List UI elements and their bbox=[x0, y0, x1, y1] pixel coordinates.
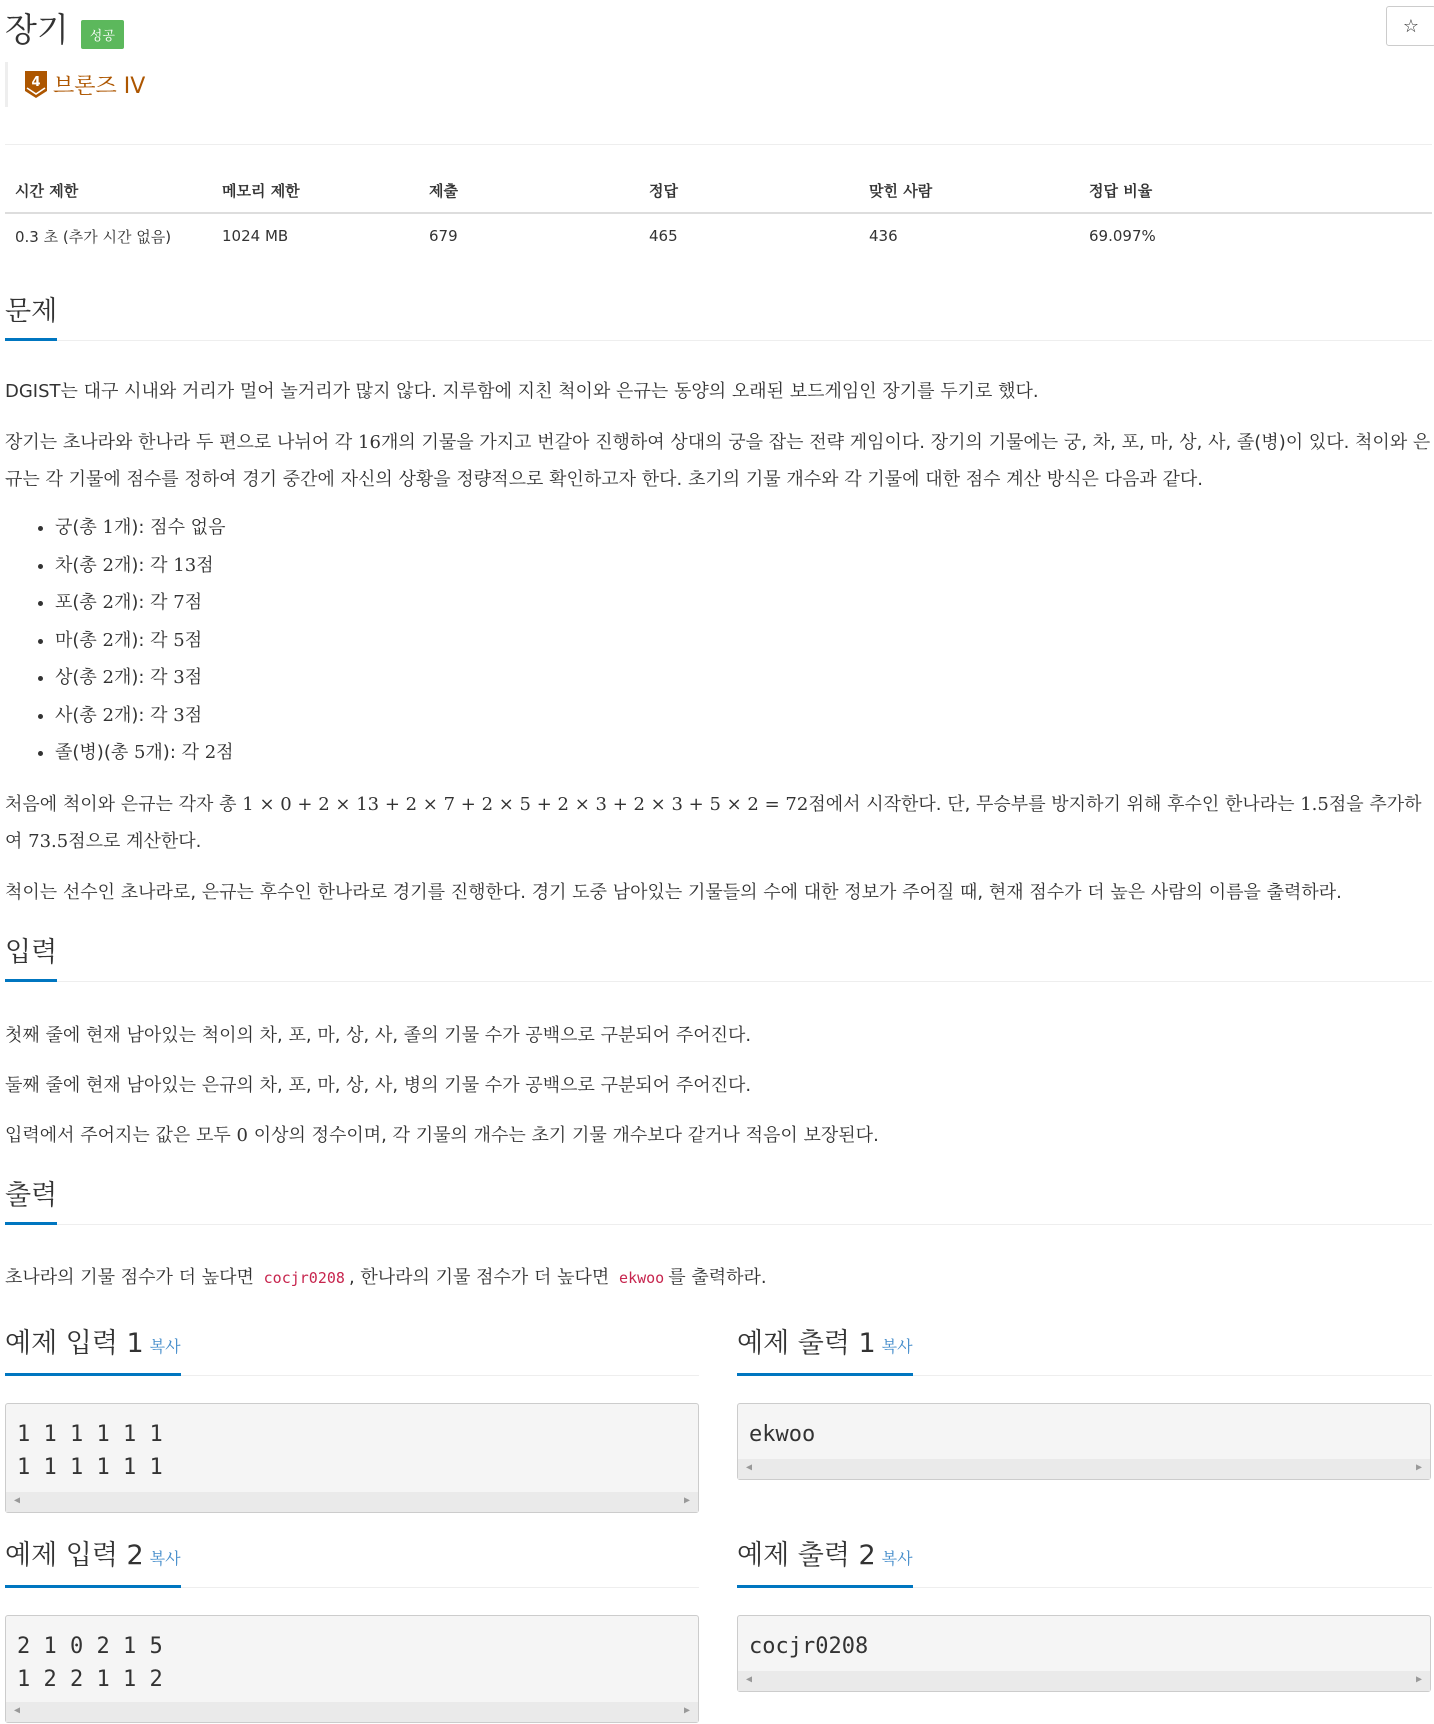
copy-sample-output-2-button[interactable]: 복사 bbox=[881, 1549, 913, 1568]
header-time-limit: 시간 제한 bbox=[5, 168, 212, 213]
header-accepted: 정답 bbox=[639, 168, 859, 213]
sample-output-2-header bbox=[737, 1538, 1432, 1588]
scroll-right-icon[interactable]: ▶ bbox=[1415, 1462, 1422, 1473]
tier-box bbox=[5, 62, 145, 107]
sample-output-2-box[interactable] bbox=[737, 1615, 1431, 1692]
header-submissions: 제출 bbox=[419, 168, 639, 213]
value-submissions[interactable]: 679 bbox=[429, 227, 458, 245]
horizontal-scrollbar[interactable] bbox=[6, 1492, 698, 1512]
output-section-header bbox=[5, 1178, 1432, 1225]
list-item: • 궁(총 1개): 점수 없음 bbox=[55, 509, 234, 547]
info-value-row bbox=[5, 213, 1432, 258]
value-time-limit: 0.3 초 (추가 시간 없음) bbox=[15, 227, 172, 246]
list-item: • 마(총 2개): 각 5점 bbox=[55, 622, 234, 660]
value-accept-ratio: 69.097% bbox=[1089, 227, 1156, 245]
star-icon: ☆ bbox=[1402, 15, 1420, 37]
inline-code-chu: cocjr0208 bbox=[263, 1269, 345, 1287]
problem-paragraph-2: 장기는 초나라와 한나라 두 편으로 나뉘어 각 16개의 기물을 가지고 번갈아 진행하여 상대의 궁을 잡는 전략 게임이다. 장기의 기물에는 궁, 차, 포, 마, 상, 사, 졸(병)이 있다. 척이와 은규는 각 기물에 점수를 정하여 경기 중간에 자신의 상황을 정량적으로 확인하고자 한다. 초기의 기물 개수와 각 기물에 대한 점수 계산 방식은 다음과 같다. bbox=[5, 432, 1431, 490]
list-item: • 차(총 2개): 각 13점 bbox=[55, 547, 234, 585]
title-row bbox=[5, 6, 124, 54]
scroll-right-icon[interactable]: ▶ bbox=[683, 1495, 690, 1506]
sample-output-1-title: 예제 출력 1 bbox=[737, 1328, 876, 1359]
scroll-right-icon[interactable]: ▶ bbox=[683, 1705, 690, 1716]
sample-input-1-header bbox=[5, 1326, 699, 1376]
header-accept-ratio: 정답 비율 bbox=[1079, 168, 1432, 213]
output-heading: 출력 bbox=[5, 1179, 57, 1225]
header-solvers: 맞힌 사람 bbox=[859, 168, 1079, 213]
list-item: • 상(총 2개): 각 3점 bbox=[55, 659, 234, 697]
inline-code-han: ekwoo bbox=[619, 1269, 665, 1287]
problem-heading: 문제 bbox=[5, 295, 57, 341]
copy-sample-input-2-button[interactable]: 복사 bbox=[149, 1549, 181, 1568]
sample-output-2-title: 예제 출력 2 bbox=[737, 1540, 876, 1571]
piece-score-list bbox=[5, 509, 234, 772]
horizontal-scrollbar[interactable] bbox=[738, 1459, 1430, 1479]
tier-label[interactable]: 브론즈 IV bbox=[53, 74, 146, 99]
horizontal-scrollbar[interactable] bbox=[738, 1671, 1430, 1691]
scroll-right-icon[interactable]: ▶ bbox=[1415, 1674, 1422, 1685]
problem-paragraph-1: DGIST는 대구 시내와 거리가 멀어 놀거리가 많지 않다. 지루함에 지친 척이와 은규는 동양의 오래된 보드게임인 장기를 두기로 했다. bbox=[5, 381, 1039, 402]
sample-output-2-text: cocjr0208 bbox=[749, 1634, 869, 1659]
sample-input-2-title: 예제 입력 2 bbox=[5, 1540, 144, 1571]
input-paragraph-2: 둘째 줄에 현재 남아있는 은규의 차, 포, 마, 상, 사, 병의 기물 수가 공백으로 구분되어 주어진다. bbox=[5, 1075, 752, 1096]
scroll-left-icon[interactable]: ◀ bbox=[14, 1495, 21, 1506]
sample-input-1-box[interactable] bbox=[5, 1403, 699, 1513]
input-paragraph-1: 첫째 줄에 현재 남아있는 척이의 차, 포, 마, 상, 사, 졸의 기물 수가 공백으로 구분되어 주어진다. bbox=[5, 1025, 752, 1046]
list-item: • 포(총 2개): 각 7점 bbox=[55, 584, 234, 622]
problem-title: 장기 bbox=[5, 10, 69, 49]
sample-input-2-header bbox=[5, 1538, 699, 1588]
sample-output-1-text: ekwoo bbox=[749, 1422, 816, 1447]
sample-output-1-box[interactable] bbox=[737, 1403, 1431, 1480]
value-solvers[interactable]: 436 bbox=[869, 227, 898, 245]
sample-input-2-box[interactable] bbox=[5, 1615, 699, 1723]
sample-output-1-header bbox=[737, 1326, 1432, 1376]
problem-section-header bbox=[5, 294, 1432, 341]
bronze-tier-icon bbox=[25, 71, 47, 99]
header-memory-limit: 메모리 제한 bbox=[212, 168, 419, 213]
list-item: • 졸(병)(총 5개): 각 2점 bbox=[55, 734, 234, 772]
problem-paragraph-4: 척이는 선수인 초나라로, 은규는 후수인 한나라로 경기를 진행한다. 경기 도중 남아있는 기물들의 수에 대한 정보가 주어질 때, 현재 점수가 더 높은 사람의 이름을 출력하라. bbox=[5, 882, 1342, 903]
favorite-star-button[interactable] bbox=[1386, 6, 1434, 46]
horizontal-scrollbar[interactable] bbox=[6, 1702, 698, 1722]
svg-text:4: 4 bbox=[31, 74, 41, 90]
scroll-left-icon[interactable]: ◀ bbox=[746, 1674, 753, 1685]
list-item: • 사(총 2개): 각 3점 bbox=[55, 697, 234, 735]
scroll-left-icon[interactable]: ◀ bbox=[14, 1705, 21, 1716]
info-header-row bbox=[5, 168, 1432, 213]
header-divider bbox=[5, 144, 1432, 145]
value-memory-limit: 1024 MB bbox=[222, 227, 289, 245]
scroll-left-icon[interactable]: ◀ bbox=[746, 1462, 753, 1473]
copy-sample-input-1-button[interactable]: 복사 bbox=[149, 1337, 181, 1356]
sample-input-1-title: 예제 입력 1 bbox=[5, 1328, 144, 1359]
result-badge: 성공 bbox=[81, 20, 124, 49]
copy-sample-output-1-button[interactable]: 복사 bbox=[881, 1337, 913, 1356]
sample-input-1-text: 1 1 1 1 1 1 1 1 1 1 1 1 bbox=[17, 1422, 163, 1480]
input-heading: 입력 bbox=[5, 936, 57, 982]
sample-input-2-text: 2 1 0 2 1 5 1 2 2 1 1 2 bbox=[17, 1634, 163, 1692]
problem-info-table bbox=[5, 168, 1432, 258]
value-accepted[interactable]: 465 bbox=[649, 227, 678, 245]
problem-paragraph-3: 처음에 척이와 은규는 각자 총 1 × 0 + 2 × 13 + 2 × 7 + 2 × 5 + 2 × 3 + 2 × 3 + 5 × 2 = 72점에서 시작한다. 단, 무승부를 방지하기 위해 후수인 한나라는 1.5점을 추가하여 73.5점으로 계산한다. bbox=[5, 794, 1422, 852]
input-section-header bbox=[5, 935, 1432, 982]
input-paragraph-3: 입력에서 주어지는 값은 모두 0 이상의 정수이며, 각 기물의 개수는 초기 기물 개수보다 같거나 적음이 보장된다. bbox=[5, 1125, 879, 1146]
output-paragraph: 초나라의 기물 점수가 더 높다면 cocjr0208 , 한나라의 기물 점수가 더 높다면 ekwoo 를 출력하라. bbox=[5, 1267, 767, 1288]
